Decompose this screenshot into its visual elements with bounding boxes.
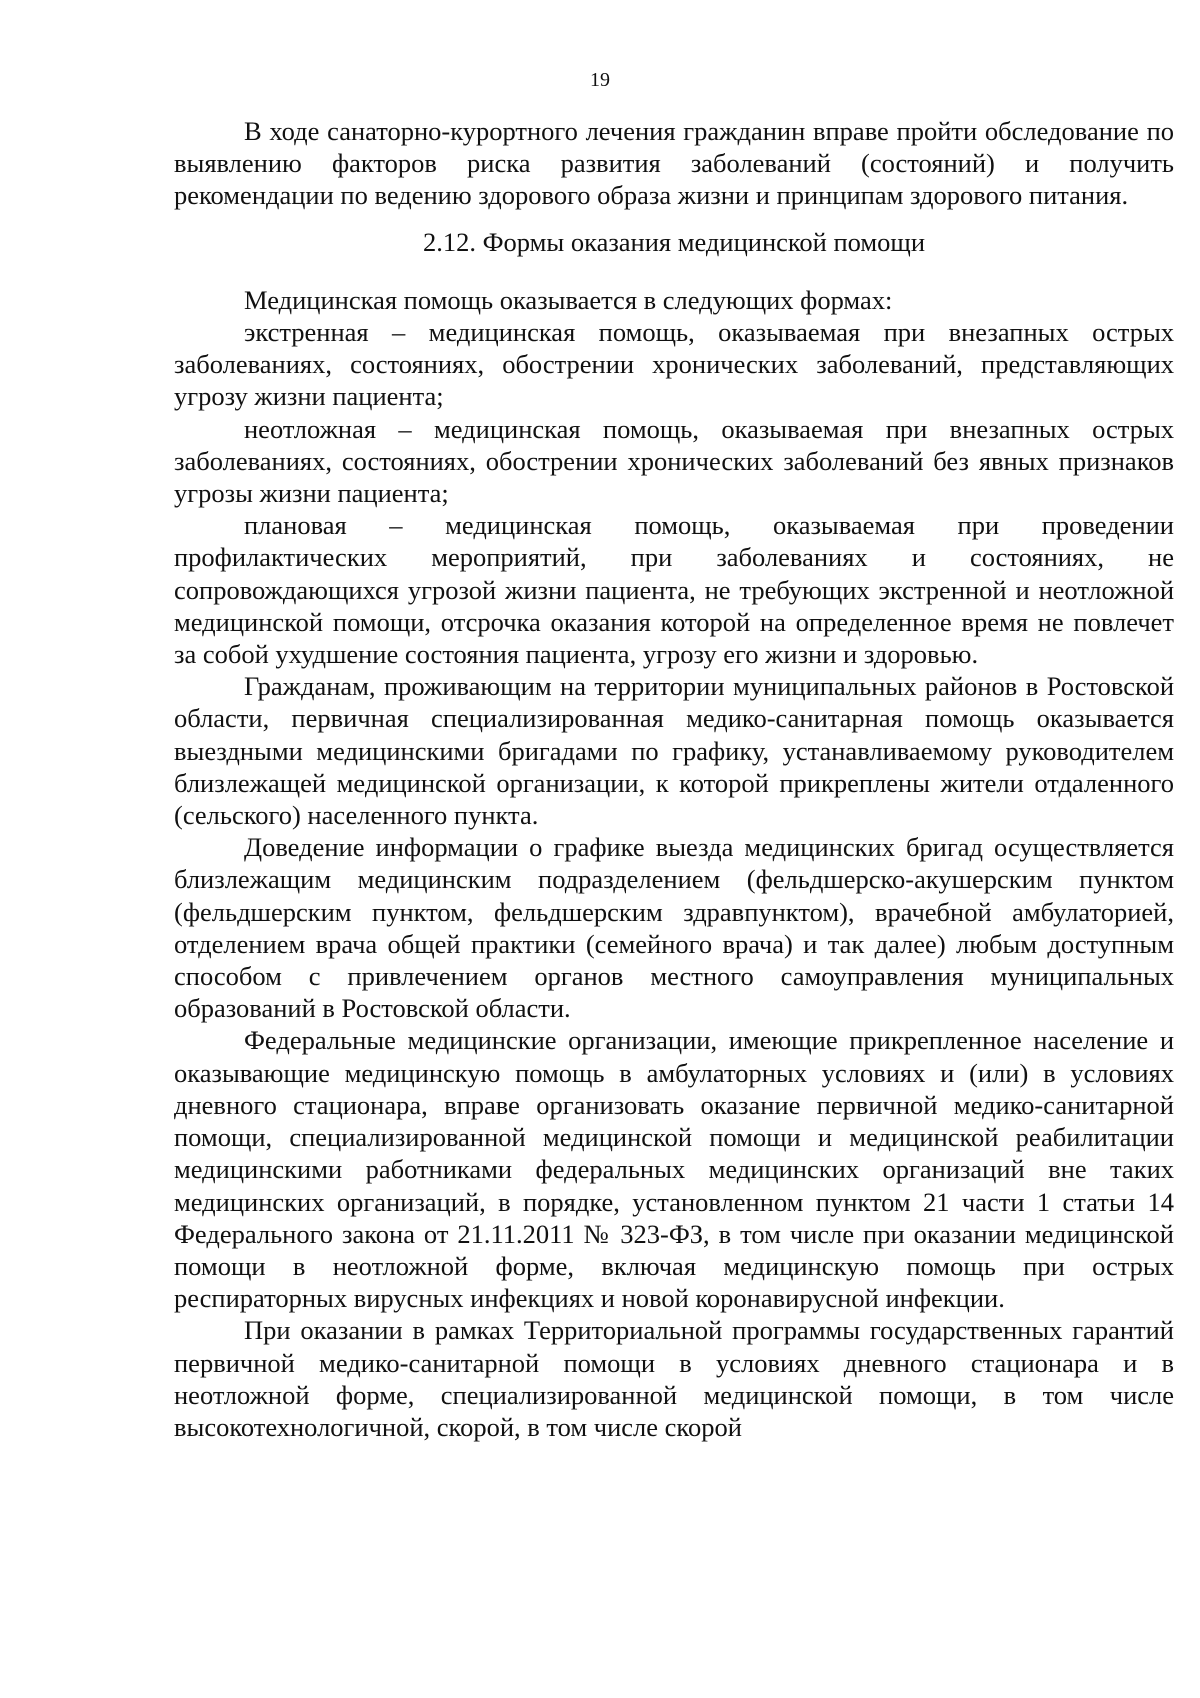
paragraph-federal-organizations: Федеральные медицинские организации, имеющие прикрепленное население и оказывающие медицинскую помощь в амбулаторных условиях и (или) в условиях дневного стационара, вправе организовать оказание первичной медико-санитарной помощи, специализированной медицинской помощи и медицинской реабилитации медицинскими работниками федеральных медицинских организаций вне таких медицинских организаций, в порядке, установленном пунктом 21 части 1 статьи 14 Федерального закона от 21.11.2011 № 323-ФЗ, в том числе при оказании медицинской помощи в неотложной форме, включая медицинскую помощь при острых респираторных вирусных инфекциях и новой коронавирусной инфекции. xyxy=(174,1025,1174,1314)
paragraph-forms-intro: Медицинская помощь оказывается в следующих формах: xyxy=(244,284,893,315)
page-number: 19 xyxy=(590,69,610,91)
document-body xyxy=(174,115,1174,1443)
paragraph-sanatorium: В ходе санаторно-курортного лечения гражданин вправе пройти обследование по выявлению факторов риска развития заболеваний (состояний) и получить рекомендации по ведению здорового образа жизни и принципам здорового питания. xyxy=(174,116,1174,211)
paragraph-schedule-info: Доведение информации о графике выезда медицинских бригад осуществляется близлежащим медицинским подразделением (фельдшерско-акушерским пунктом (фельдшерским пунктом, фельдшерским здравпунктом), врачебной амбулаторией, отделением врача общей практики (семейного врача) и так далее) любым доступным способом с привлечением органов местного самоуправления муниципальных образований в Ростовской области. xyxy=(174,832,1174,1024)
section-heading: 2.12. Формы оказания медицинской помощи xyxy=(422,226,926,257)
paragraph-mobile-teams: Гражданам, проживающим на территории муниципальных районов в Ростовской области, первичная специализированная медико-санитарная помощь оказывается выездными медицинскими бригадами по графику, устанавливаемому руководителем близлежащей медицинской организации, к которой прикреплены жители отдаленного (сельского) населенного пункта. xyxy=(174,671,1174,831)
paragraph-planned: плановая – медицинская помощь, оказываемая при проведении профилактических мероприятий, при заболеваниях и состояниях, не сопровождающихся угрозой жизни пациента, не требующих экстренной и неотложной медицинской помощи, отсрочка оказания которой на определенное время не повлечет за собой ухудшение состояния пациента, угрозу его жизни и здоровью. xyxy=(174,510,1174,670)
paragraph-urgent: неотложная – медицинская помощь, оказываемая при внезапных острых заболеваниях, состояниях, обострении хронических заболеваний без явных признаков угрозы жизни пациента; xyxy=(174,413,1174,509)
paragraph-territorial-program: При оказании в рамках Территориальной программы государственных гарантий первичной медико-санитарной помощи в условиях дневного стационара и в неотложной форме, специализированной медицинской помощи, в том числе высокотехнологичной, скорой, в том числе скорой xyxy=(174,1315,1174,1442)
paragraph-emergency: экстренная – медицинская помощь, оказываемая при внезапных острых заболеваниях, состояниях, обострении хронических заболеваний, представляющих угрозу жизни пациента; xyxy=(174,317,1174,412)
